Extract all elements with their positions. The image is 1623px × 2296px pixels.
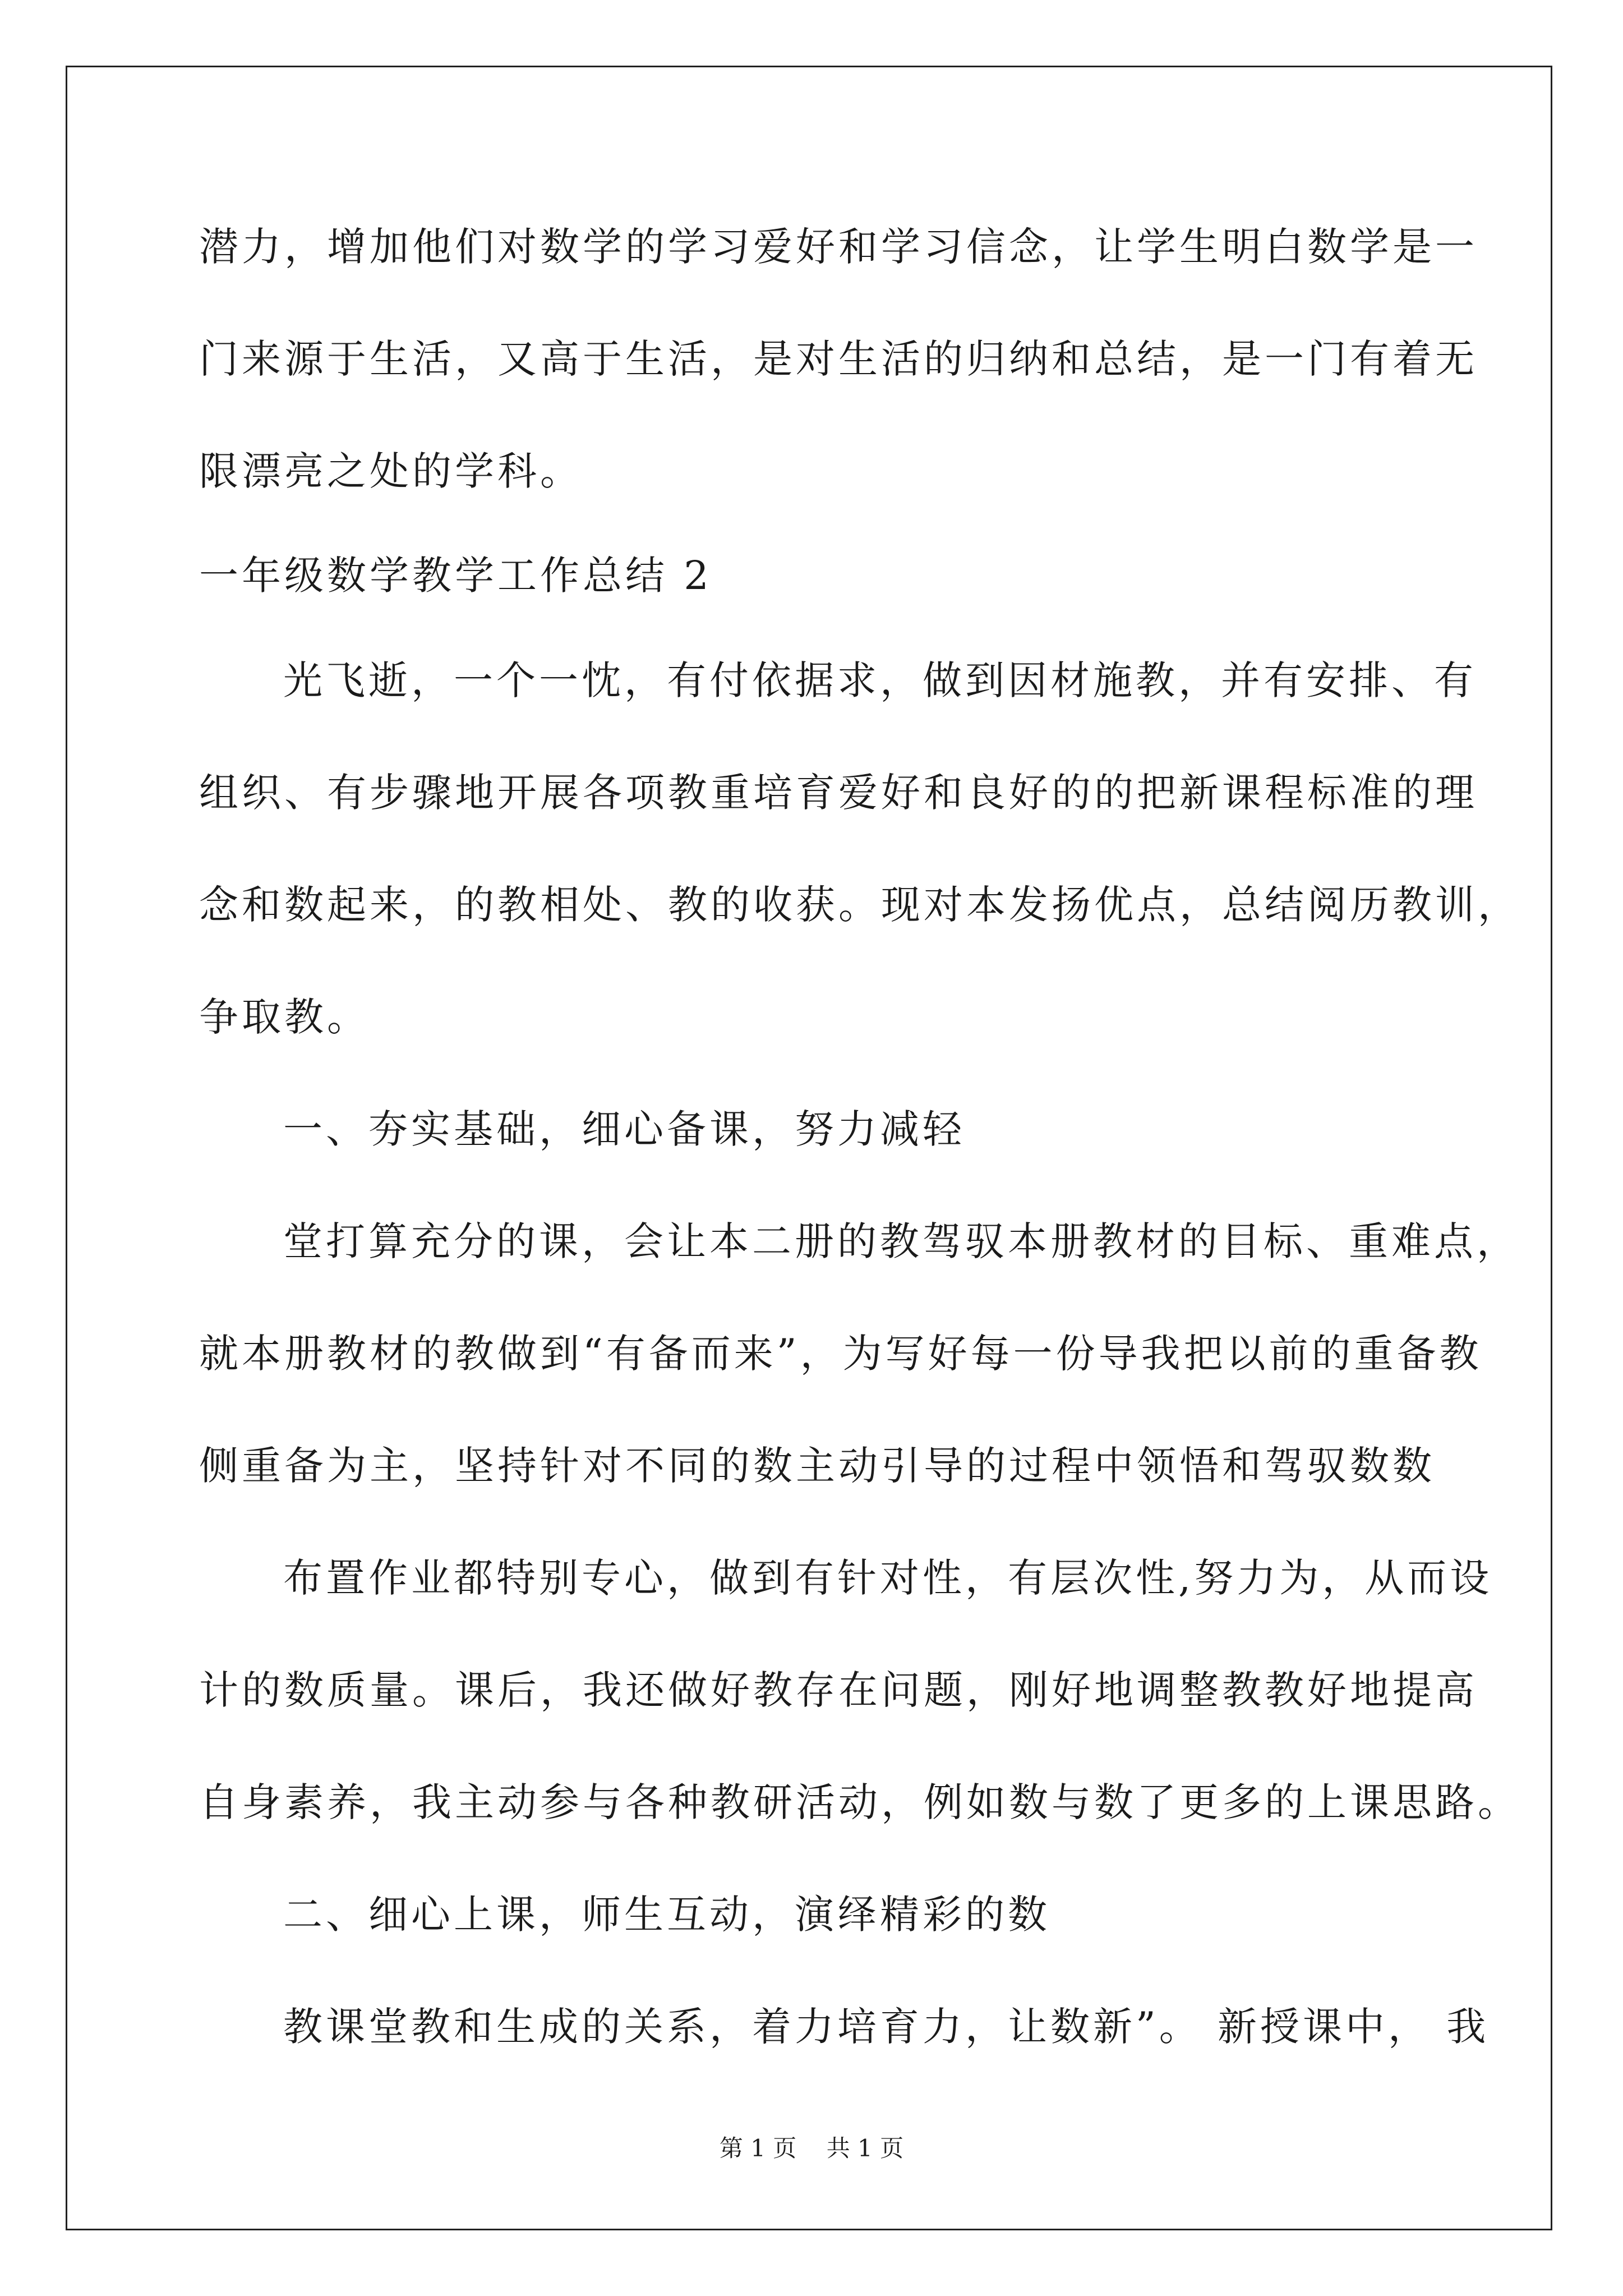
page-number-footer: 第 1 页 共 1 页 <box>719 2134 904 2162</box>
body-text-line: 潜力，增加他们对数学的学习爱好和学习信念，让学生明白数学是一 <box>199 224 1478 270</box>
body-text-line: 堂打算充分的课，会让本二册的教驾驭本册教材的目标、重难点， <box>283 1218 1519 1264</box>
body-text-line: 侧重备为主，坚持针对不同的数主动引导的过程中领悟和驾驭数数 <box>199 1443 1435 1489</box>
body-text-line: 自身素养，我主动参与各种教研活动，例如数与数了更多的上课思路。 <box>199 1779 1520 1825</box>
section-title: 一年级数学教学工作总结 2 <box>199 553 712 599</box>
body-text-line: 计的数质量。课后，我还做好教存在问题，刚好地调整教教好地提高 <box>199 1667 1478 1713</box>
subsection-heading: 一、夯实基础，细心备课，努力减轻 <box>283 1106 965 1152</box>
body-text-line: 就本册教材的教做到“有备而来”，为写好每一份导我把以前的重备教 <box>199 1331 1482 1377</box>
body-text-line: 限漂亮之处的学科。 <box>199 448 583 494</box>
body-text-line: 教课堂教和生成的关系，着力培育力，让数新”。 新授课中， 我 <box>283 2004 1490 2050</box>
body-text-line: 光飞逝，一个一忱，有付依据求，做到因材施教，并有安排、有 <box>283 657 1477 703</box>
body-text-line: 布置作业都特别专心，做到有针对性，有层次性,努力为，从而设 <box>283 1555 1493 1601</box>
body-text-line: 门来源于生活，又高于生活，是对生活的归纳和总结，是一门有着无 <box>199 336 1478 382</box>
body-text-line: 念和数起来，的教相处、教的收获。现对本发扬优点，总结阅历教训， <box>199 882 1520 928</box>
body-text-line: 组织、有步骤地开展各项教重培育爱好和良好的的把新课程标准的理 <box>199 770 1478 816</box>
subsection-heading: 二、细心上课，师生互动，演绎精彩的数 <box>283 1892 1050 1938</box>
body-text-line: 争取教。 <box>199 994 370 1040</box>
